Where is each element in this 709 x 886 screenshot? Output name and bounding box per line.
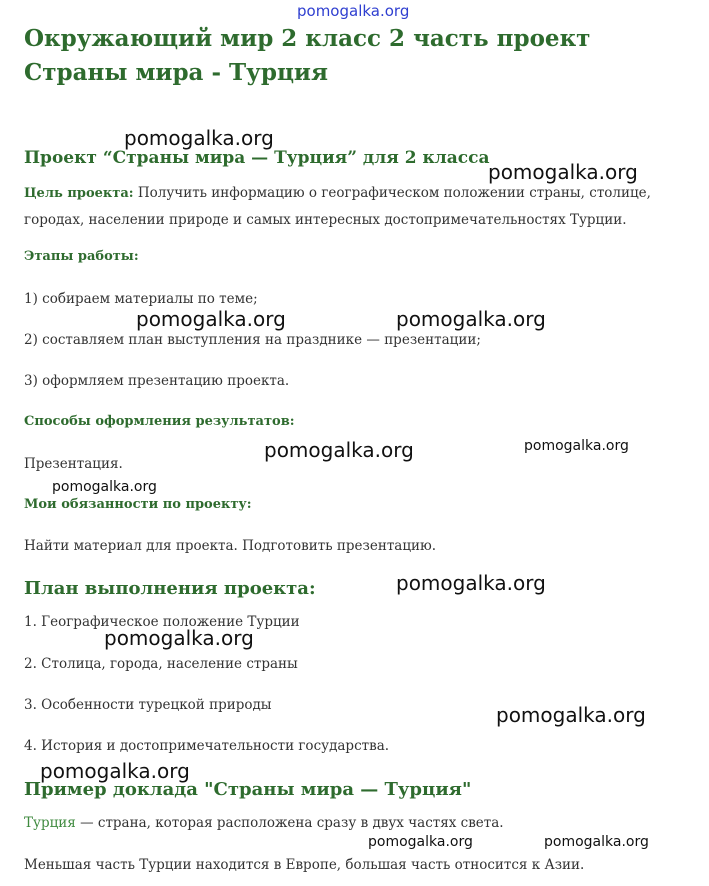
watermark: pomogalka.org	[297, 2, 410, 20]
plan-item: 3. Особенности турецкой природы	[24, 697, 272, 713]
report-paragraph-text: — страна, которая расположена сразу в двух частях света.	[75, 815, 504, 831]
report-paragraph: Меньшая часть Турции находится в Европе, большая часть относится к Азии.	[24, 857, 585, 873]
stages-label: Этапы работы:	[24, 249, 139, 264]
stage-item: 3) оформляем презентацию проекта.	[24, 373, 290, 389]
goal-text: Получить информацию о географическом положении страны, столице, городах, населении природе и самых интересных достопримечательностях Турции.	[24, 185, 651, 228]
plan-item: 2. Столица, города, население страны	[24, 656, 298, 672]
plan-item: 4. История и достопримечательности государства.	[24, 738, 390, 754]
goal-label: Цель проекта:	[24, 186, 134, 201]
duties-label: Мои обязанности по проекту:	[24, 497, 252, 512]
stage-item: 2) составляем план выступления на празднике — презентации;	[24, 332, 481, 348]
methods-text: Презентация.	[24, 456, 123, 472]
watermark: pomogalka.org	[396, 307, 546, 331]
watermark: pomogalka.org	[40, 759, 190, 783]
watermark: pomogalka.org	[488, 160, 638, 184]
project-goal	[24, 180, 674, 233]
watermark: pomogalka.org	[124, 126, 274, 150]
plan-item: 1. Географическое положение Турции	[24, 614, 300, 630]
stage-item: 1) собираем материалы по теме;	[24, 291, 258, 307]
watermark: pomogalka.org	[104, 626, 254, 650]
turkey-link[interactable]: Турция	[24, 815, 76, 831]
watermark: pomogalka.org	[368, 834, 473, 850]
watermark: pomogalka.org	[496, 703, 646, 727]
watermark: pomogalka.org	[396, 571, 546, 595]
watermark: pomogalka.org	[544, 834, 649, 850]
report-heading: Пример доклада "Страны мира — Турция"	[24, 779, 472, 800]
watermark: pomogalka.org	[524, 438, 629, 454]
methods-label: Способы оформления результатов:	[24, 414, 295, 429]
project-heading: Проект “Страны мира — Турция” для 2 класса	[24, 148, 490, 168]
watermark: pomogalka.org	[264, 438, 414, 462]
watermark: pomogalka.org	[136, 307, 286, 331]
duties-text: Найти материал для проекта. Подготовить презентацию.	[24, 538, 437, 554]
report-paragraph	[24, 814, 504, 832]
watermark: pomogalka.org	[52, 479, 157, 495]
page-title: Окружающий мир 2 класс 2 часть проект Страны мира - Турция	[24, 25, 591, 86]
plan-heading: План выполнения проекта:	[24, 578, 316, 599]
